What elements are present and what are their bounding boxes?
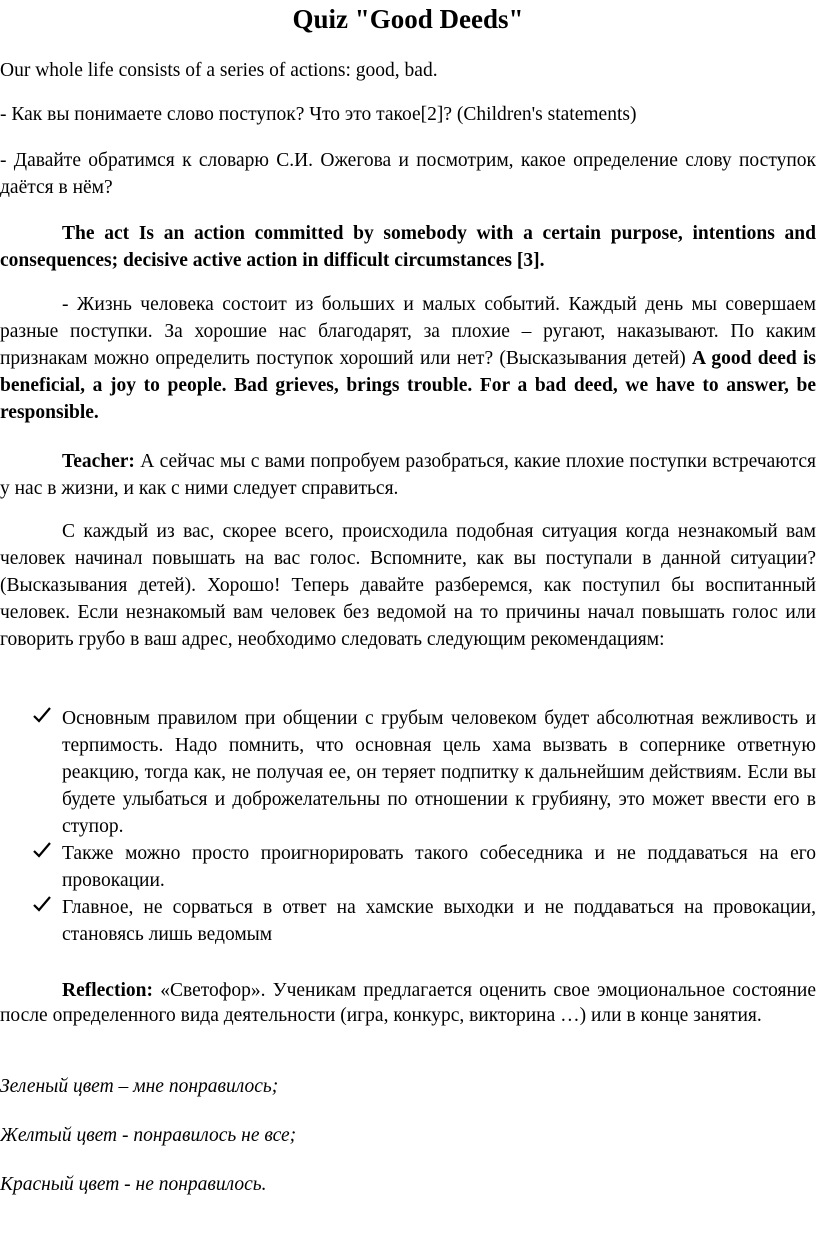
recommendation-item — [0, 840, 816, 894]
recommendations-list — [0, 705, 816, 948]
intro-paragraph: Our whole life consists of a series of actions: good, bad. — [0, 60, 438, 81]
question-paragraph-2: - Давайте обратимся к словарю С.И. Ожегова и посмотрим, какое определение слову поступок даётся в нём? — [0, 150, 816, 198]
recommendation-text: Главное, не сорваться в ответ на хамские выходки и не поддаваться на провокации, становясь лишь ведомым — [62, 897, 816, 945]
reflection-paragraph — [0, 978, 816, 1028]
question-paragraph-1: - Как вы понимаете слово поступок? Что это такое[2]? (Children's statements) — [0, 104, 637, 125]
color-red-line: Красный цвет - не понравилось. — [0, 1174, 267, 1195]
situation-paragraph: С каждый из вас, скорее всего, происходила подобная ситуация когда незнакомый вам человек начинал повышать на вас голос. Вспомните, как вы поступали в данной ситуации? (Высказывания детей). Хорошо! Теперь давайте разберемся, как поступил бы воспитанный человек. Если незнакомый вам человек без ведомой на то причины начал повышать голос или говорить грубо в ваш адрес, необходимо следовать следующим рекомендациям: — [0, 521, 816, 650]
definition-paragraph — [0, 220, 816, 274]
teacher-text: А сейчас мы с вами попробуем разобраться, какие плохие поступки встречаются у нас в жизни, и как с ними следует справиться. — [0, 451, 816, 499]
color-green-line: Зеленый цвет – мне понравилось; — [0, 1076, 279, 1097]
checkmark-icon — [32, 894, 56, 922]
recommendation-item — [0, 705, 816, 840]
life-paragraph-bold: A good deed is beneficial, a joy to people. Bad grieves, brings trouble. For a bad deed, we have to answer, be responsible. — [0, 348, 816, 423]
life-paragraph — [0, 291, 816, 426]
color-yellow-line: Желтый цвет - понравилось не все; — [0, 1125, 297, 1146]
reflection-text: «Светофор». Ученикам предлагается оценить свое эмоциональное состояние после определенного вида деятельности (игра, конкурс, викторина …) или в конце занятия. — [0, 980, 816, 1026]
recommendation-text: Основным правилом при общении с грубым человеком будет абсолютная вежливость и терпимость. Надо помнить, что основная цель хама вызвать в сопернике ответную реакцию, тогда как, не получая ее, он теряет подпитку к дальнейшим действиям. Если вы будете улыбаться и доброжелательны по отношении к грубияну, это может ввести его в ступор. — [62, 708, 816, 837]
life-paragraph-text: - Жизнь человека состоит из больших и малых событий. Каждый день мы совершаем разные поступки. За хорошие нас благодарят, за плохие – ругают, наказывают. По каким признакам можно определить поступок хороший или нет? (Высказывания детей) — [0, 294, 816, 369]
teacher-paragraph — [0, 448, 816, 502]
definition-text: The act Is an action committed by somebody with a certain purpose, intentions and consequences; decisive active action in difficult circumstances [3]. — [0, 223, 816, 271]
teacher-label: Teacher: — [62, 451, 135, 472]
checkmark-icon — [32, 840, 56, 868]
recommendation-text: Также можно просто проигнорировать такого собеседника и не поддаваться на его провокации. — [62, 843, 816, 891]
reflection-label: Reflection: — [62, 980, 153, 1001]
checkmark-icon — [32, 705, 56, 733]
recommendation-item — [0, 894, 816, 948]
page-title: Quiz "Good Deeds" — [292, 4, 524, 34]
